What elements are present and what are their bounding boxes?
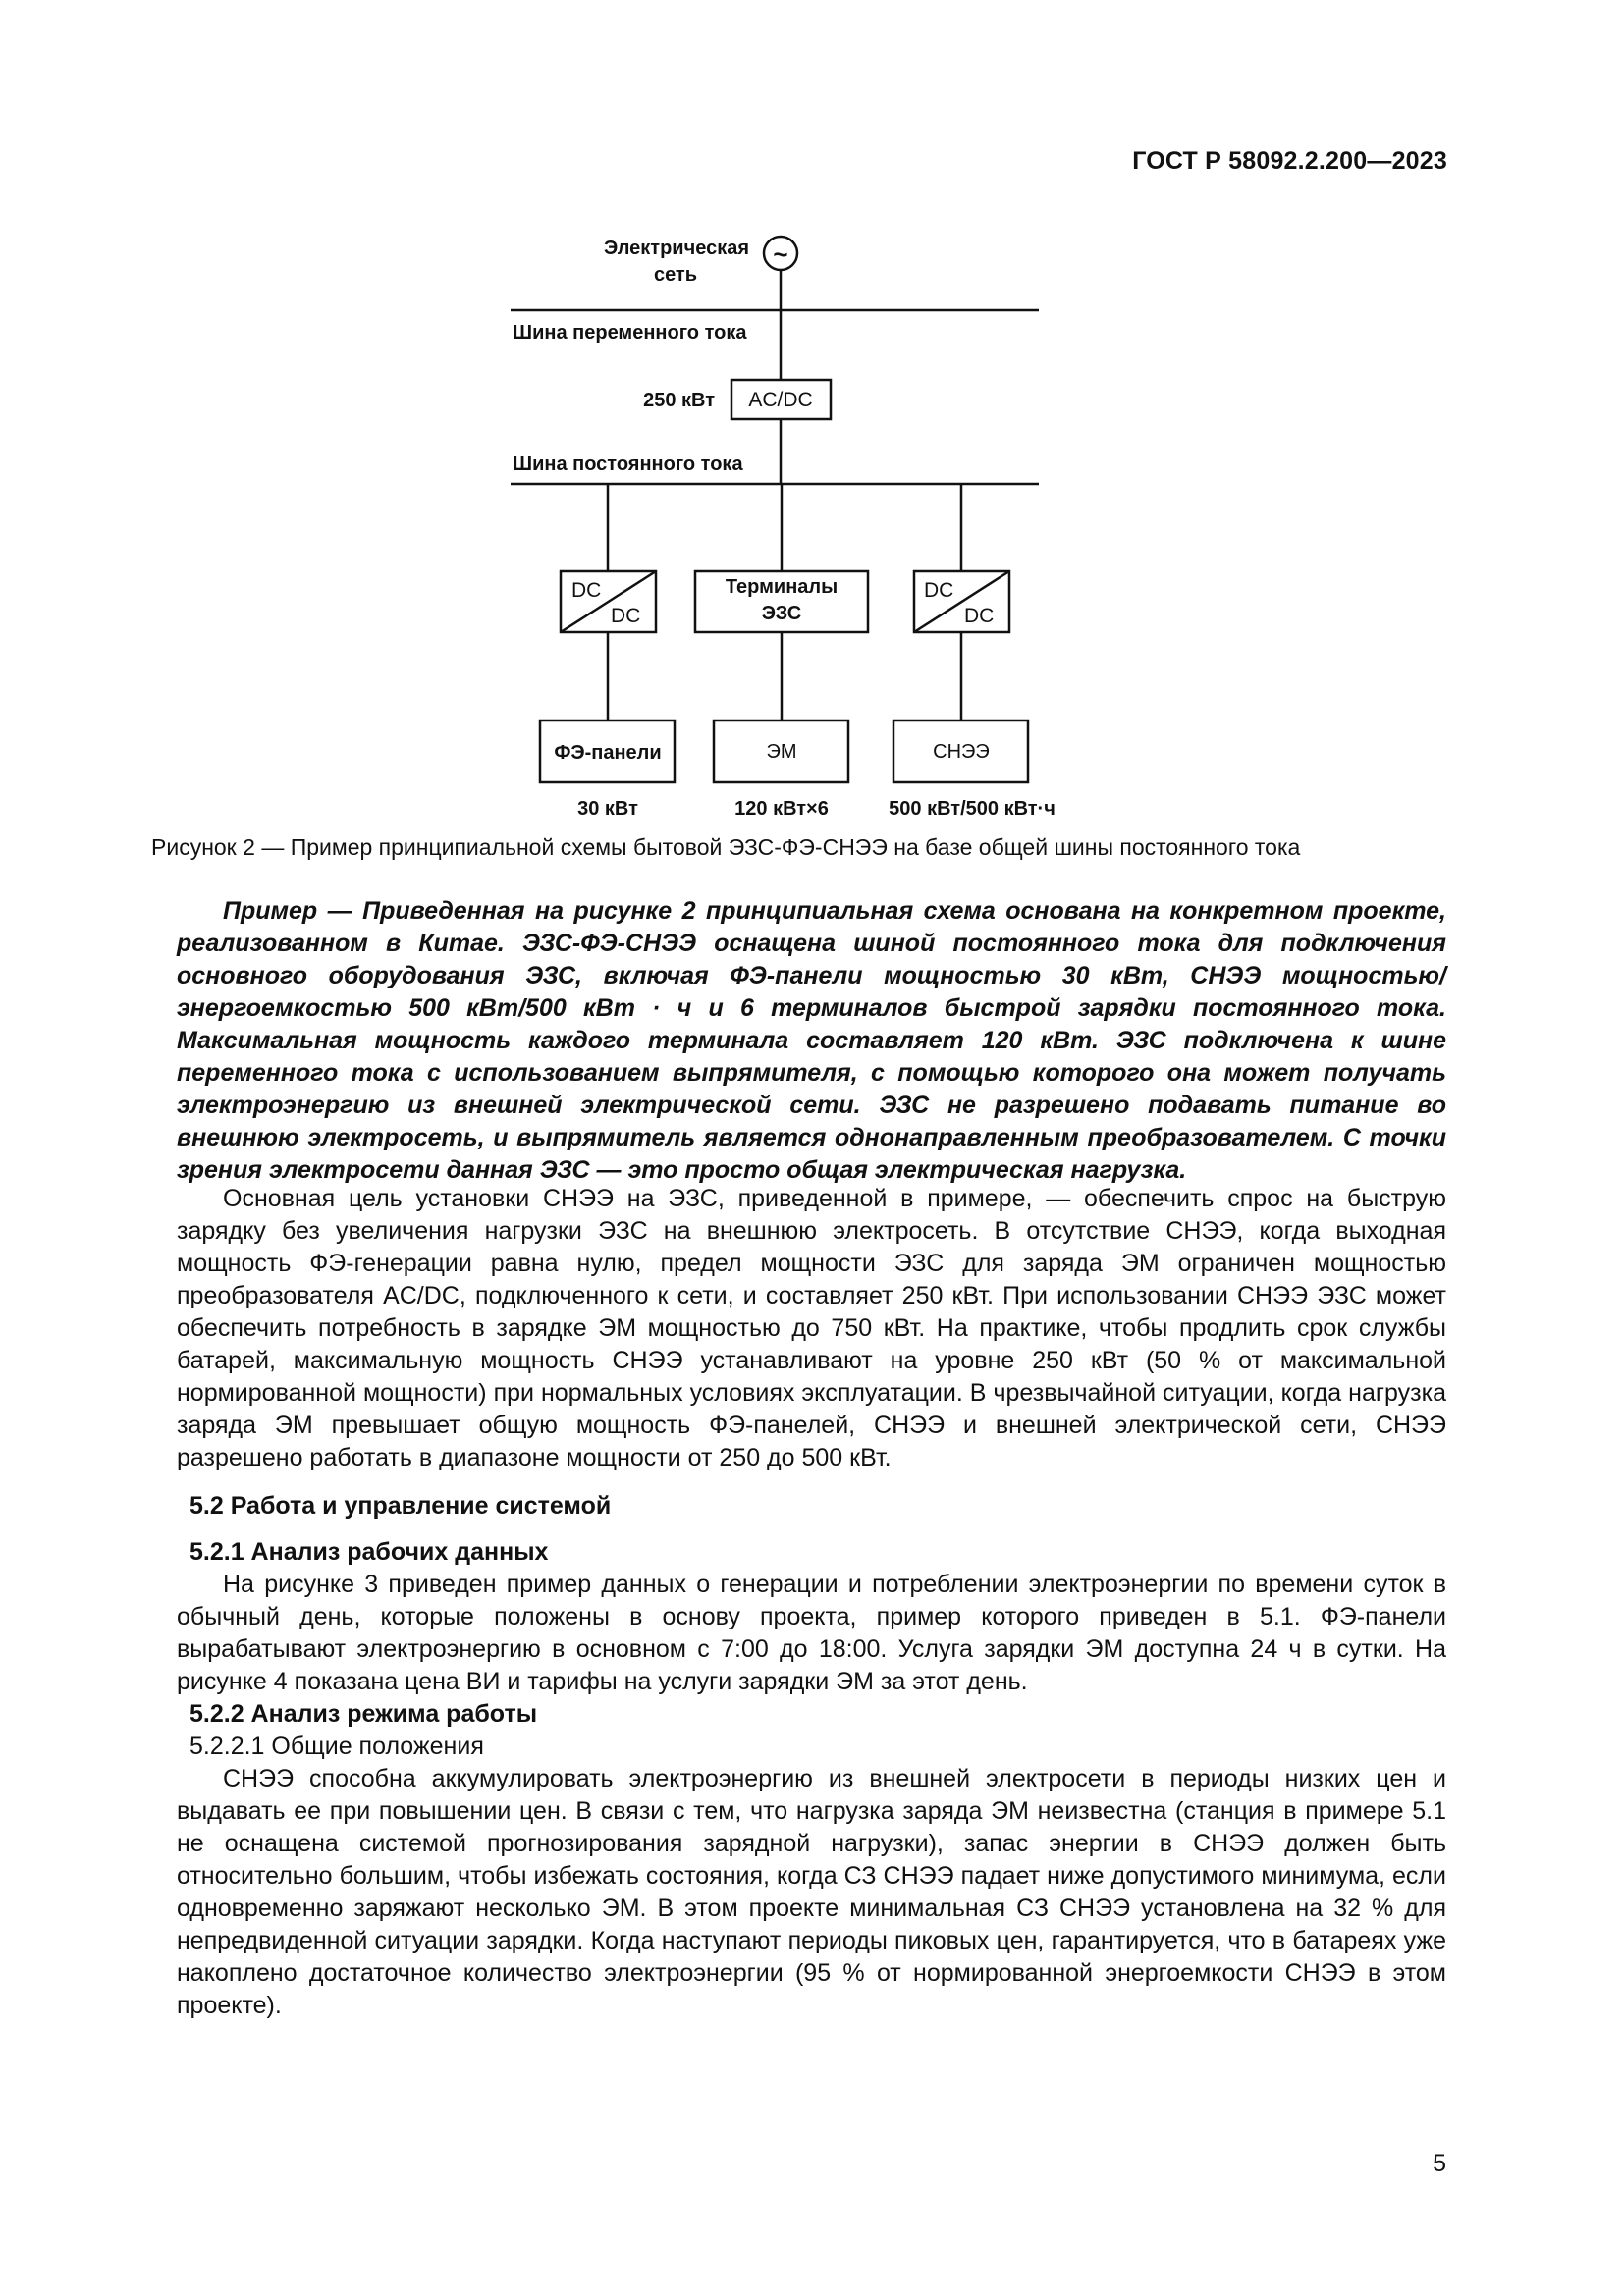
schematic-diagram xyxy=(0,0,1624,844)
example-text: Пример — Приведенная на рисунке 2 принципиальная схема основана на конкретном проекте, реализованном в Китае. ЭЗС-ФЭ-СНЭЭ оснащена шиной постоянного тока для подключения основного оборудования ЭЗС, включая ФЭ-панели мощностью 30 кВт, СНЭЭ мощностью/энергоемкостью 500 кВт/500 кВт · ч и 6 терминалов быстрой зарядки постоянного тока. Максимальная мощность каждого терминала составляет 120 кВт. ЭЗС подключена к шине переменного тока с использованием выпрямителя, с помощью которого она может получать электроэнергию из внешней электрической сети. ЭЗС не разрешено подавать питание во внешнюю электросеть, и выпрямитель является однонаправленным преобразователем. С точки зрения электросети данная ЭЗС — это просто общая электрическая нагрузка. xyxy=(177,897,1446,1184)
page-number: 5 xyxy=(1433,2150,1446,2177)
grid-symbol: ~ xyxy=(773,240,788,269)
paragraph-1: Основная цель установки СНЭЭ на ЭЗС, приведенной в примере, — обеспечить спрос на быструю зарядку без увеличения нагрузки ЭЗС на внешнюю электросеть. В отсутствие СНЭЭ, когда выходная мощность ФЭ-генерации равна нулю, предел мощности ЭЗС для заряда ЭМ ограничен мощностью преобразователя AC/DC, подключенного к сети, и составляет 250 кВт. При использовании СНЭЭ ЭЗС может обеспечить потребность в зарядке ЭМ мощностью до 750 кВт. На практике, чтобы продлить срок службы батарей, максимальную мощность СНЭЭ устанавливают на уровне 250 кВт (50 % от максимальной нормированной мощности) при нормальных условиях эксплуатации. В чрезвычайной ситуации, когда нагрузка заряда ЭМ превышает общую мощность ФЭ-панелей, СНЭЭ и внешней электрической сети, СНЭЭ разрешено работать в диапазоне мощности от 250 до 500 кВт. xyxy=(177,1185,1446,1471)
section-5-2-heading: 5.2 Работа и управление системой xyxy=(189,1492,612,1520)
paragraph-3: СНЭЭ способна аккумулировать электроэнергию из внешней электросети в периоды низких цен и выдавать ее при повышении цен. В связи с тем, что нагрузка заряда ЭМ неизвестна (станция в примере 5.1 не оснащена системой прогнозирования зарядной нагрузки), запас энергии в СНЭЭ должен быть относительно большим, чтобы избежать состояния, когда СЗ СНЭЭ падает ниже допустимого минимума, если одновременно заряжают несколько ЭМ. В этом проекте минимальная СЗ СНЭЭ установлена на 32 % для непредвиденной ситуации зарядки. Когда наступают периоды пиковых цен, гарантируется, что в батареях уже накоплено достаточное количество электроэнергии (95 % от нормированной энергоемкости СНЭЭ в этом проекте). xyxy=(177,1765,1446,2019)
grid-label-2: сеть xyxy=(653,264,698,286)
ess-label: СНЭЭ xyxy=(933,741,990,763)
dcdc-right-in: DC xyxy=(924,579,954,602)
dcdc-left-in: DC xyxy=(571,579,602,602)
section-5-2-2-1-heading: 5.2.2.1 Общие положения xyxy=(189,1733,484,1760)
acdc-power-label: 250 кВт xyxy=(643,390,715,411)
pv-power-label: 30 кВт xyxy=(577,798,638,820)
section-5-2-2-heading: 5.2.2 Анализ режима работы xyxy=(189,1700,538,1728)
main-text xyxy=(177,1183,1446,2022)
pv-label: ФЭ-панели xyxy=(554,742,662,764)
grid-label-1: Электрическая xyxy=(603,238,749,259)
paragraph-2: На рисунке 3 приведен пример данных о генерации и потреблении электроэнергии по времени суток в обычный день, которые положены в основу проекта, пример которого приведен в 5.1. ФЭ-панели вырабатывают электроэнергию в основном с 7:00 до 18:00. Услуга зарядки ЭМ доступна 24 ч в сутки. На рисунке 4 показана цена ВИ и тарифы на услуги зарядки ЭМ за этот день. xyxy=(177,1571,1446,1695)
dcdc-right-out: DC xyxy=(964,605,995,627)
ess-power-label: 500 кВт/500 кВт·ч xyxy=(889,798,1056,820)
acdc-label: AC/DC xyxy=(748,389,813,411)
ev-label: ЭМ xyxy=(766,741,797,763)
ev-power-label: 120 кВт×6 xyxy=(734,798,829,820)
example-block xyxy=(177,895,1446,1187)
terminals-label-1: Терминалы xyxy=(725,576,839,598)
figure-caption: Рисунок 2 — Пример принципиальной схемы бытовой ЭЗС-ФЭ-СНЭЭ на базе общей шины постоянного тока xyxy=(151,834,1301,860)
section-5-2-1-heading: 5.2.1 Анализ рабочих данных xyxy=(189,1538,549,1566)
document-header: ГОСТ Р 58092.2.200—2023 xyxy=(1132,147,1447,175)
terminals-label-2: ЭЗС xyxy=(761,603,802,624)
dcdc-left-out: DC xyxy=(611,605,641,627)
dc-bus-label: Шина постоянного тока xyxy=(513,454,743,475)
ac-bus-label: Шина переменного тока xyxy=(513,322,747,344)
